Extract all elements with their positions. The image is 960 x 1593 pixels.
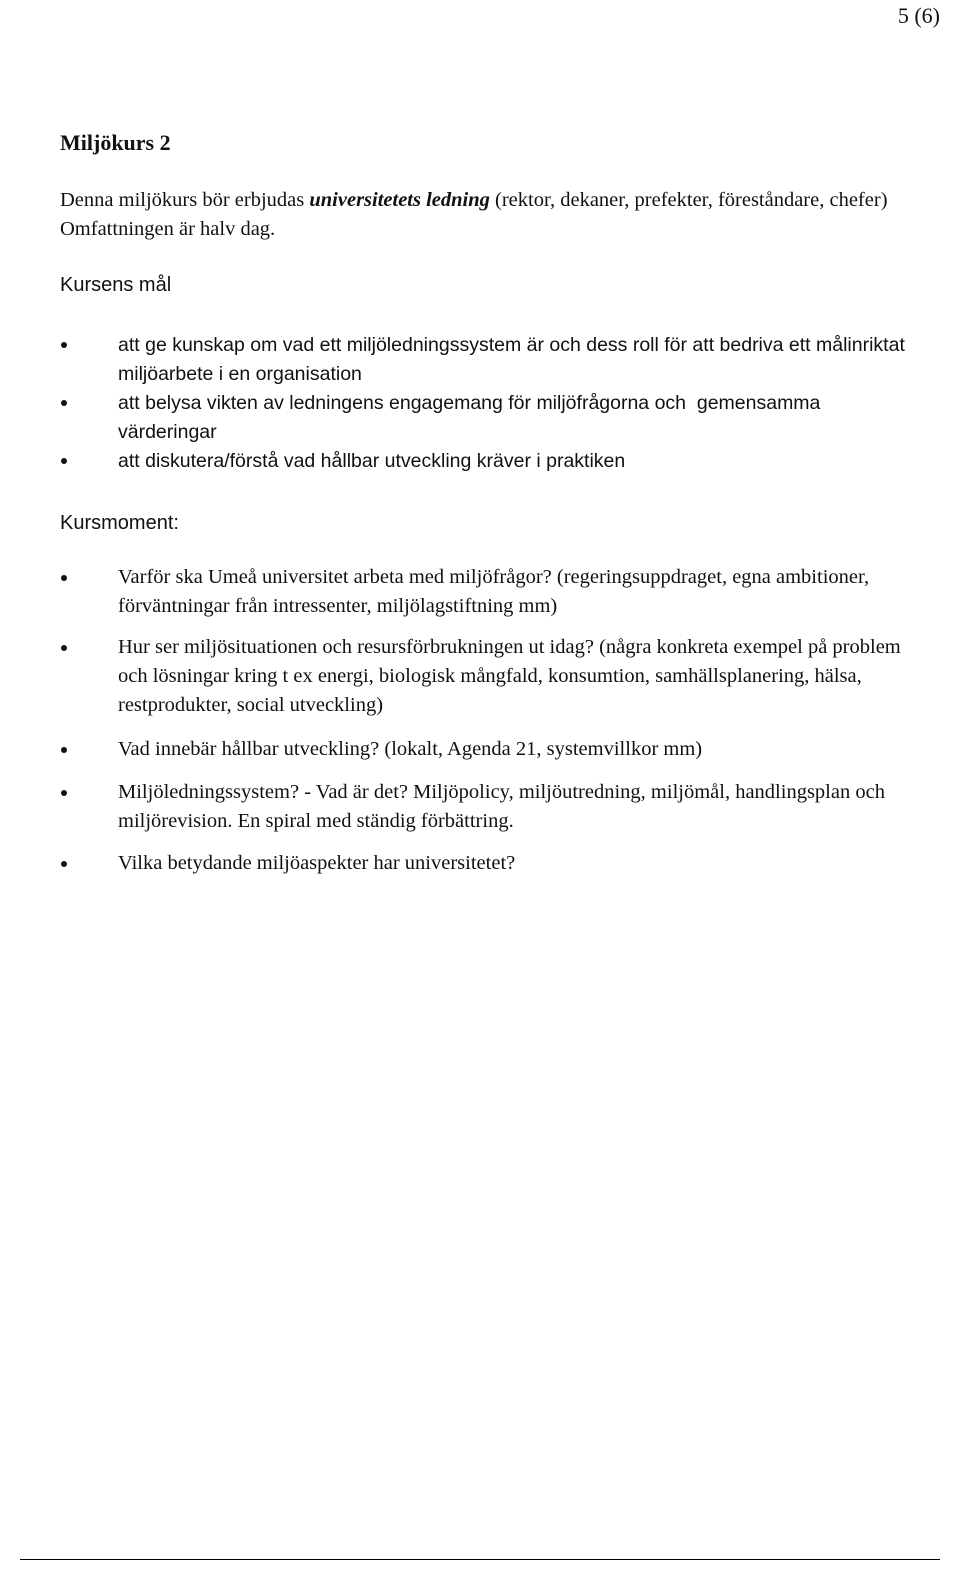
moment-item: [0, 735, 960, 764]
goal-item-text: att belysa vikten av ledningens engagemang för miljöfrågorna och gemensamma värderingar: [118, 392, 826, 443]
moments-label: Kursmoment:: [60, 512, 179, 534]
footer-divider: [20, 1559, 940, 1560]
moment-item-text: Vad innebär hållbar utveckling? (lokalt, Agenda 21, systemvillkor mm): [118, 738, 703, 760]
intro-paragraph: [60, 186, 920, 244]
goals-label: Kursens mål: [60, 274, 172, 296]
moment-item: [0, 563, 960, 621]
moment-item-text: Vilka betydande miljöaspekter har universitetet?: [118, 852, 516, 874]
goal-item: [0, 331, 960, 389]
document-heading: Miljökurs 2: [60, 130, 171, 155]
moment-item-text: Varför ska Umeå universitet arbeta med miljöfrågor? (regeringsuppdraget, egna ambitioner, förväntningar från intressenter, miljölagstiftning mm): [118, 566, 870, 617]
moments-list: [0, 563, 960, 878]
intro-text-before: Denna miljökurs bör erbjudas: [60, 189, 310, 211]
bullet-icon: [61, 747, 67, 753]
goal-item-text: att diskutera/förstå vad hållbar utveckling kräver i praktiken: [118, 450, 626, 472]
bullet-icon: [61, 575, 67, 581]
bullet-icon: [61, 861, 67, 867]
goals-list: [0, 331, 960, 476]
goal-item: [0, 389, 960, 447]
bullet-icon: [61, 790, 67, 796]
moment-item: [0, 778, 960, 836]
intro-emphasis: universitetets ledning: [309, 189, 490, 211]
bullet-icon: [61, 400, 67, 406]
bullet-icon: [61, 458, 67, 464]
bullet-icon: [61, 645, 67, 651]
moment-item-text: Hur ser miljösituationen och resursförbrukningen ut idag? (några konkreta exempel på problem och lösningar kring t ex energi, biologisk mångfald, konsumtion, samhällsplanering, hälsa, restprodukter, social utveckling): [118, 636, 901, 716]
moment-item: [0, 633, 960, 720]
moment-item: [0, 849, 960, 878]
goal-item: [0, 447, 960, 476]
moment-item-text: Miljöledningssystem? - Vad är det? Miljöpolicy, miljöutredning, miljömål, handlingsplan och miljörevision. En spiral med ständig förbättring.: [118, 781, 885, 832]
intro-text-after: (rektor, dekaner, prefekter, föreståndare, chefer) Omfattningen är halv dag.: [60, 189, 888, 240]
goal-item-text: att ge kunskap om vad ett miljöledningssystem är och dess roll för att bedriva ett målinriktat miljöarbete i en organisation: [118, 334, 905, 385]
page-number: 5 (6): [897, 3, 940, 28]
bullet-icon: [61, 342, 67, 348]
